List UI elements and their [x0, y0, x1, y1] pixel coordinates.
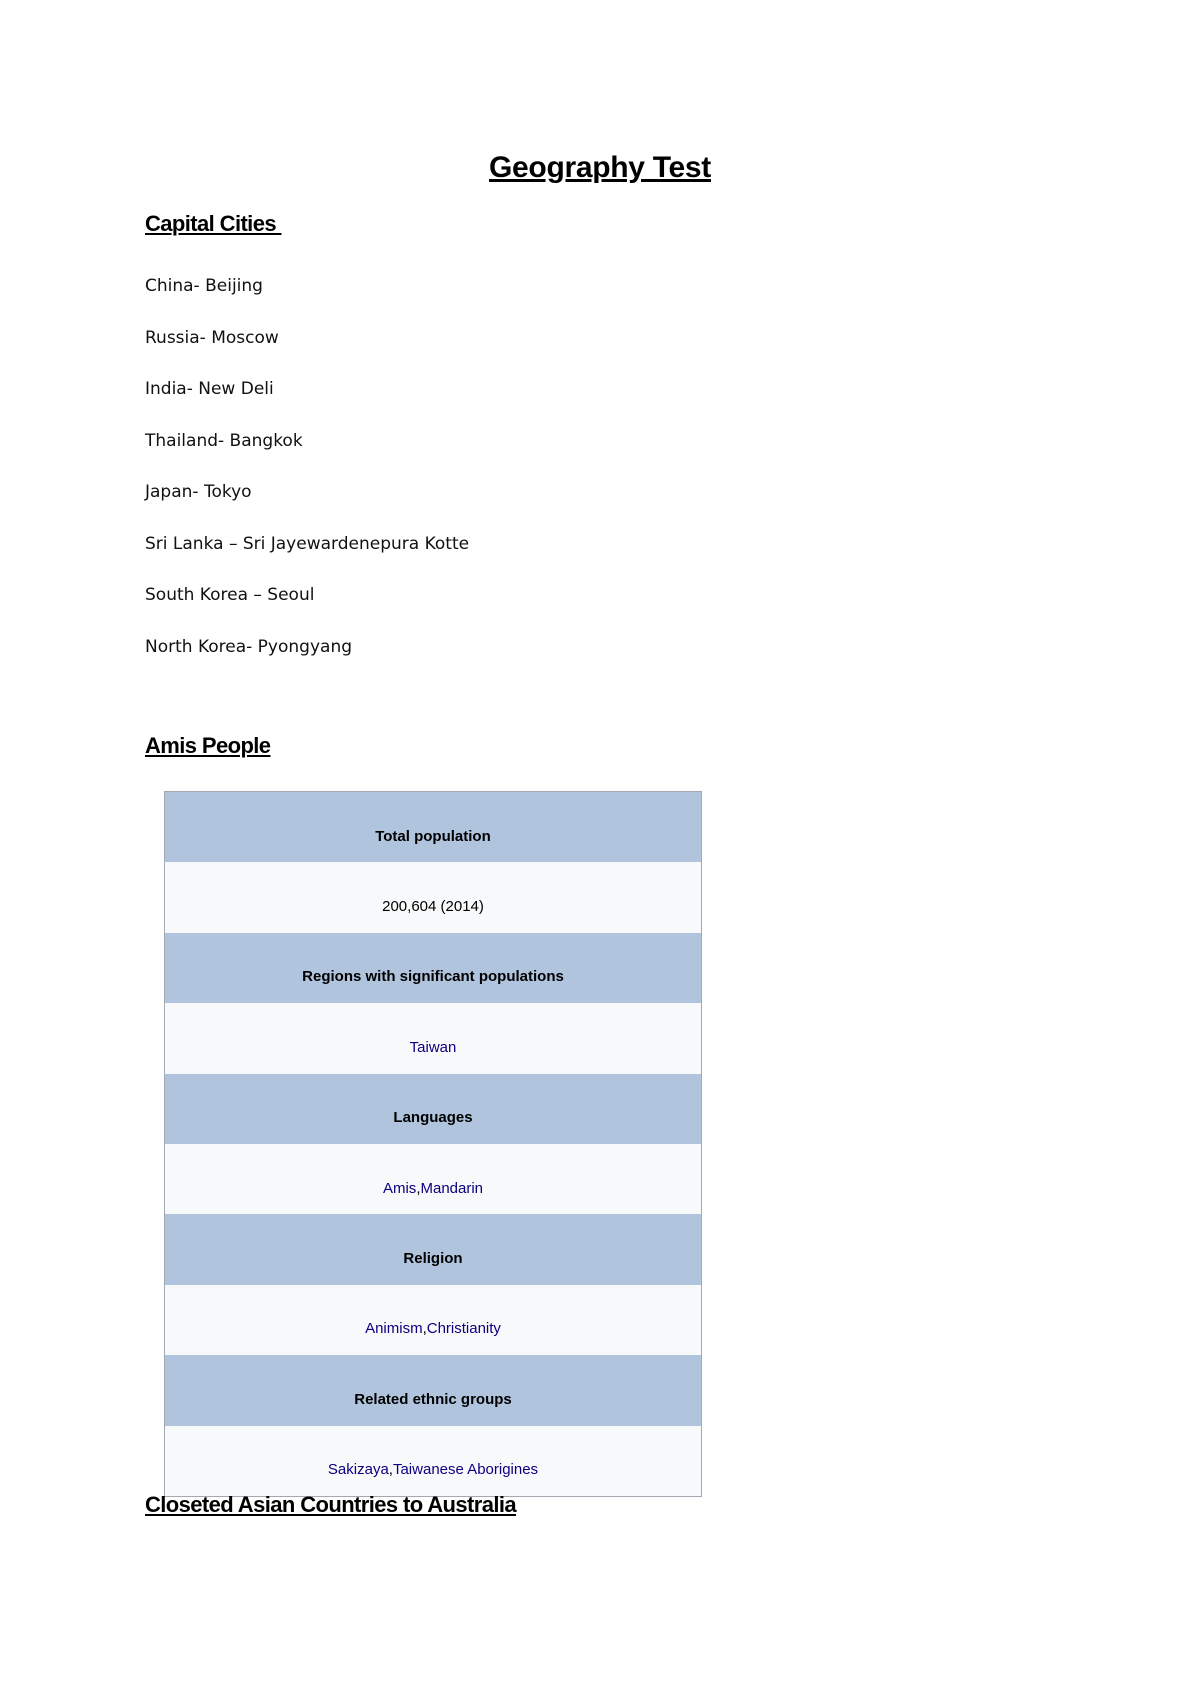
list-item: China- Beijing	[145, 276, 263, 296]
amis-people-heading: Amis People	[145, 733, 271, 758]
infobox-religion-value	[165, 1285, 701, 1355]
amis-language-link[interactable]: Amis	[382, 1179, 417, 1197]
infobox-header-related-groups: Related ethnic groups	[165, 1355, 701, 1425]
list-item: Russia- Moscow	[145, 327, 279, 348]
infobox-total-population-value: 200,604 (2014)	[165, 862, 701, 932]
document-title: Geography Test	[489, 151, 711, 184]
taiwanese-aborigines-link[interactable]: Taiwanese Aborigines	[392, 1461, 539, 1479]
list-item: Thailand- Bangkok	[145, 430, 303, 451]
list-item: Sri Lanka – Sri Jayewardenepura Kotte	[145, 533, 470, 554]
list-item: Japan- Tokyo	[145, 482, 252, 502]
amis-infobox	[164, 791, 702, 1497]
separator: ,	[416, 1179, 421, 1197]
infobox-header-religion: Religion	[165, 1214, 701, 1284]
mandarin-link[interactable]: Mandarin	[420, 1179, 484, 1197]
infobox-related-groups-value	[165, 1426, 701, 1496]
infobox-regions-value	[165, 1003, 701, 1073]
list-item: South Korea – Seoul	[145, 585, 315, 605]
infobox-header-regions: Regions with significant populations	[165, 933, 701, 1003]
list-item: India- New Deli	[145, 379, 274, 399]
capital-cities-heading: Capital Cities	[145, 211, 282, 236]
infobox-header-languages: Languages	[165, 1074, 701, 1144]
sakizaya-link[interactable]: Sakizaya	[327, 1461, 389, 1479]
list-item: North Korea- Pyongyang	[145, 636, 353, 657]
infobox-header-total-population: Total population	[165, 792, 701, 862]
capital-cities-list	[145, 272, 469, 684]
infobox-languages-value	[165, 1144, 701, 1214]
separator: ,	[422, 1320, 427, 1338]
christianity-link[interactable]: Christianity	[426, 1320, 501, 1338]
animism-link[interactable]: Animism	[365, 1320, 423, 1338]
taiwan-link[interactable]: Taiwan	[409, 1038, 457, 1056]
closest-countries-heading: Closeted Asian Countries to Australia	[145, 1492, 517, 1517]
separator: ,	[388, 1461, 393, 1479]
